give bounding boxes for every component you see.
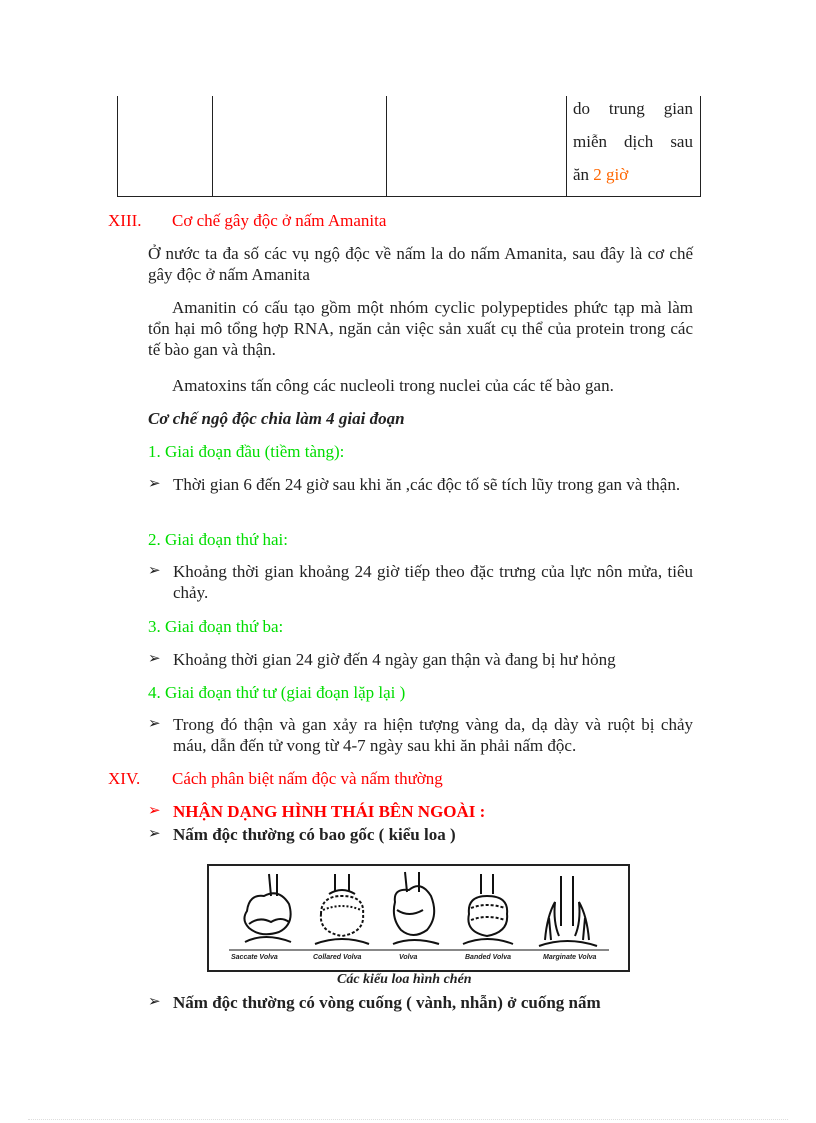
table-border <box>117 96 118 197</box>
table-cell-text <box>573 92 693 191</box>
figure-label: Banded Volva <box>465 954 512 961</box>
mechanism-heading: Cơ chế ngộ độc chia làm 4 giai đoạn <box>148 409 405 428</box>
figure-label: Saccate Volva <box>231 954 278 961</box>
section-13-title: Cơ chế gây độc ở nấm Amanita <box>172 211 387 230</box>
section-14-title: Cách phân biệt nấm độc và nấm thường <box>172 769 443 788</box>
cell-line: miễn dịch sau <box>573 132 693 151</box>
highlight-time: 2 giờ <box>593 165 629 184</box>
banded-volva-drawing <box>463 874 513 944</box>
stage-3-title: 3. Giai đoạn thứ ba: <box>148 617 284 636</box>
figure-label: Collared Volva <box>313 954 362 961</box>
arrow-bullet-icon: ➢ <box>148 826 161 842</box>
section-14-number: XIV. <box>108 769 141 788</box>
page-bottom-divider <box>28 1119 788 1120</box>
section-13-intro: Ở nước ta đa số các vụ ngộ độc về nấm la do nấm Amanita, sau đây là cơ chế gây độc ở nấm Amanita <box>148 244 693 284</box>
stage-4-text: Trong đó thận và gan xảy ra hiện tượng vàng da, dạ dày và ruột bị chảy máu, dẫn đến tử vong từ 4-7 ngày sau khi ăn phải nấm độc. <box>173 715 693 755</box>
arrow-bullet-icon: ➢ <box>148 476 161 492</box>
stage-2-title: 2. Giai đoạn thứ hai: <box>148 530 288 549</box>
section-14-subheading: NHẬN DẠNG HÌNH THÁI BÊN NGOÀI : <box>173 802 486 821</box>
volva-figure <box>207 864 630 972</box>
cell-line: ăn 2 giờ <box>573 158 693 191</box>
section-13-number: XIII. <box>108 211 142 230</box>
table-border <box>700 96 701 197</box>
table-border <box>566 96 567 197</box>
stage-3-text: Khoảng thời gian 24 giờ đến 4 ngày gan thận và đang bị hư hỏng <box>173 650 616 669</box>
arrow-bullet-icon: ➢ <box>148 994 161 1010</box>
arrow-bullet-icon: ➢ <box>148 716 161 732</box>
stage-1-text: Thời gian 6 đến 24 giờ sau khi ăn ,các độc tố sẽ tích lũy trong gan và thận. <box>173 475 681 494</box>
volva-bullet: Nấm độc thường có bao gốc ( kiểu loa ) <box>173 825 456 844</box>
collared-volva-drawing <box>315 874 369 944</box>
stage-1-title: 1. Giai đoạn đầu (tiềm tàng): <box>148 442 345 461</box>
figure-label: Marginate Volva <box>543 954 597 961</box>
arrow-bullet-icon: ➢ <box>148 651 161 667</box>
marginate-volva-drawing <box>539 876 597 946</box>
arrow-bullet-icon: ➢ <box>148 803 161 819</box>
arrow-bullet-icon: ➢ <box>148 563 161 579</box>
saccate-volva-drawing <box>244 874 291 942</box>
cell-line: do trung gian <box>573 99 693 118</box>
table-border <box>117 196 701 197</box>
stage-2-text: Khoảng thời gian khoảng 24 giờ tiếp theo đặc trưng của lực nôn mửa, tiêu chảy. <box>173 562 693 602</box>
plain-volva-drawing <box>393 872 439 944</box>
section-13-paragraph-2: Amatoxins tấn công các nucleoli trong nuclei của các tế bào gan. <box>172 376 614 395</box>
figure-label: Volva <box>399 954 418 961</box>
stage-4-title: 4. Giai đoạn thứ tư (giai đoạn lặp lại ) <box>148 683 406 702</box>
ring-bullet: Nấm độc thường có vòng cuống ( vành, nhẫn) ở cuống nấm <box>173 993 601 1012</box>
figure-caption: Các kiểu loa hình chén <box>337 972 472 987</box>
table-border <box>386 96 387 197</box>
table-border <box>212 96 213 197</box>
section-13-paragraph-1: Amanitin có cấu tạo gồm một nhóm cyclic polypeptides phức tạp mà làm tổn hại mô tổng hợp RNA, ngăn cản việc sản xuất cụ thể của protein trong các tế bào gan và thận. <box>148 298 693 359</box>
